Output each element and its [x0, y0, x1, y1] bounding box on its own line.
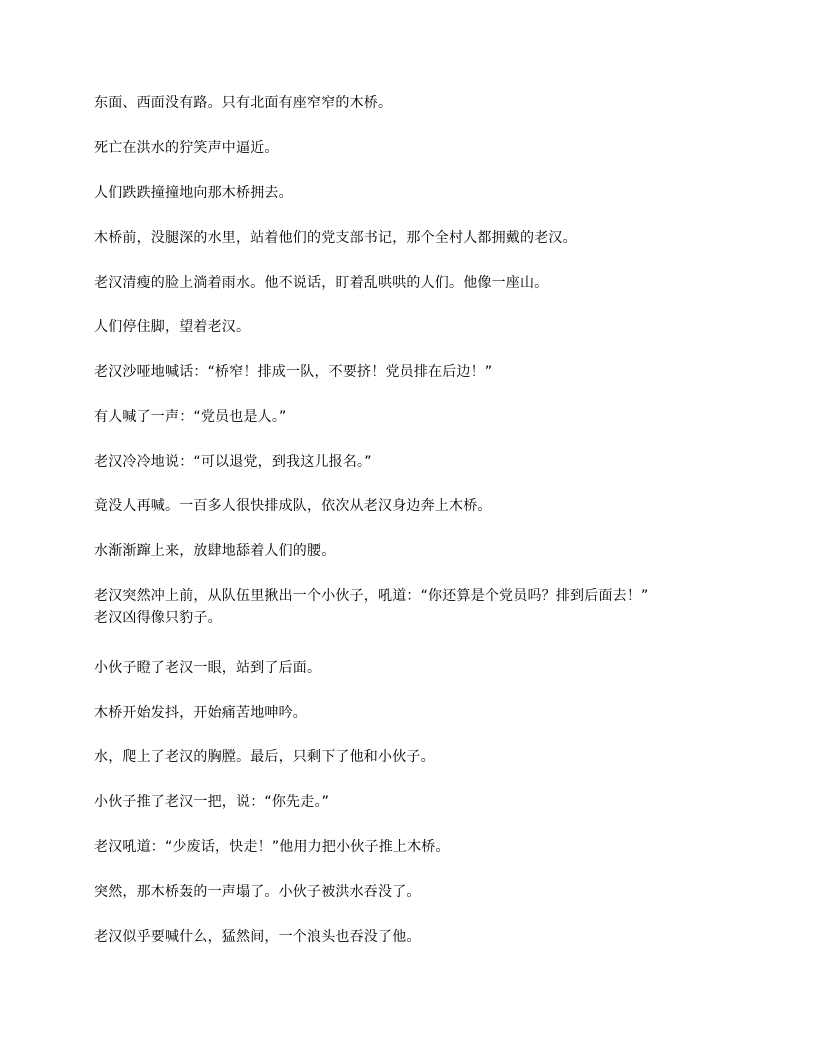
paragraph-16: [94, 791, 734, 813]
paragraph-text: 人们跌跌撞撞地向那木桥拥去。: [94, 185, 293, 201]
paragraph-text: 老汉清瘦的脸上淌着雨水。他不说话，盯着乱哄哄的人们。他像一座山。: [94, 275, 549, 291]
paragraph-text: 木桥开始发抖，开始痛苦地呻吟。: [94, 705, 307, 721]
paragraph-text: 小伙子推了老汉一把，说：“你先走。”: [94, 794, 330, 810]
paragraph-text: 老汉沙哑地喊话：“桥窄！排成一队，不要挤！党员排在后边！”: [94, 364, 493, 380]
paragraph-text: 小伙子瞪了老汉一眼，站到了后面。: [94, 660, 322, 676]
paragraph-text: 老汉吼道：“少废话，快走！”他用力把小伙子推上木桥。: [94, 839, 450, 855]
paragraph-2: [94, 137, 734, 159]
paragraph-13: [94, 657, 734, 679]
paragraph-12: [94, 585, 734, 629]
paragraph-text: 水，爬上了老汉的胸膛。最后，只剩下了他和小伙子。: [94, 749, 435, 765]
paragraph-text: 竟没人再喊。一百多人很快排成队，依次从老汉身边奔上木桥。: [94, 498, 492, 514]
paragraph-11: [94, 540, 734, 562]
paragraph-text: 老汉冷冷地说：“可以退党，到我这儿报名。”: [94, 454, 372, 470]
paragraph-text: 东面、西面没有路。只有北面有座窄窄的木桥。: [94, 95, 393, 111]
paragraph-text: 木桥前，没腿深的水里，站着他们的党支部书记，那个全村人都拥戴的老汉。: [94, 230, 577, 246]
paragraph-18: [94, 881, 734, 903]
paragraph-text: 老汉凶得像只豹子。: [94, 610, 222, 626]
paragraph-4: [94, 227, 734, 249]
paragraph-10: [94, 495, 734, 517]
paragraph-9: [94, 451, 734, 473]
paragraph-text: 人们停住脚，望着老汉。: [94, 319, 251, 335]
paragraph-15: [94, 746, 734, 768]
paragraph-19: [94, 926, 734, 948]
paragraph-8: [94, 406, 734, 428]
paragraph-14: [94, 702, 734, 724]
paragraph-text: 突然，那木桥轰的一声塌了。小伙子被洪水吞没了。: [94, 884, 421, 900]
paragraph-7: [94, 361, 734, 383]
paragraph-1: [94, 92, 734, 114]
paragraph-text: 水渐渐蹿上来，放肆地舔着人们的腰。: [94, 543, 336, 559]
paragraph-5: [94, 272, 734, 294]
paragraph-text: 老汉似乎要喊什么，猛然间，一个浪头也吞没了他。: [94, 929, 421, 945]
paragraph-text: 死亡在洪水的狞笑声中逼近。: [94, 140, 279, 156]
paragraph-6: [94, 316, 734, 338]
paragraph-17: [94, 836, 734, 858]
paragraph-text: 有人喊了一声：“党员也是人。”: [94, 409, 287, 425]
paragraph-text: 老汉突然冲上前，从队伍里揪出一个小伙子，吼道：“你还算是个党员吗？排到后面去！”: [94, 588, 649, 604]
paragraph-3: [94, 182, 734, 204]
